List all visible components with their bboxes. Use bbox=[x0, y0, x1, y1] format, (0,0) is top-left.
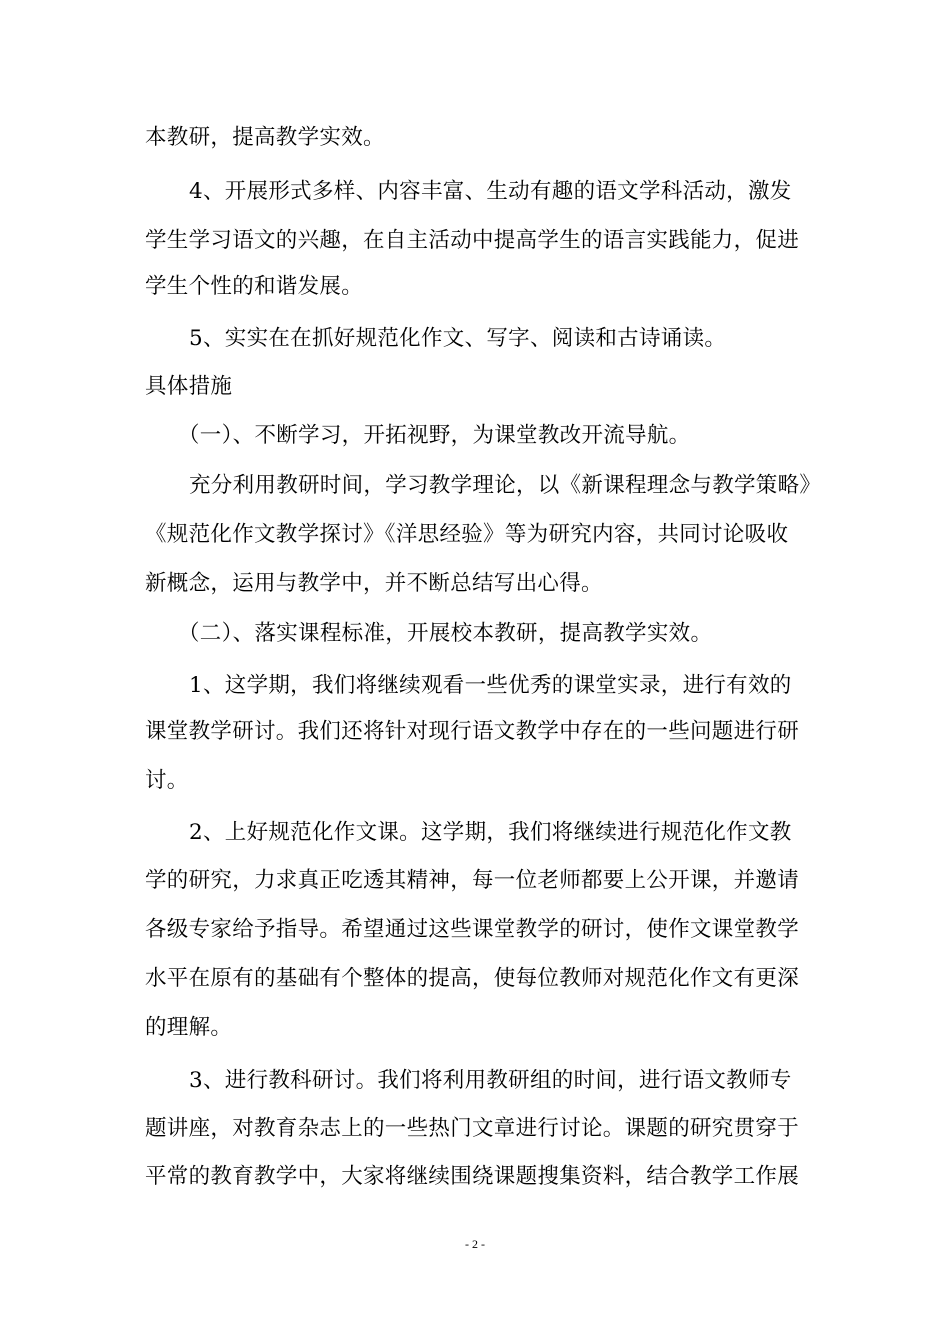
subsection-heading: （一）、不断学习，开拓视野，为课堂教改开流导航。 bbox=[178, 423, 691, 448]
text-line: 新概念，运用与教学中，并不断总结写出心得。 bbox=[145, 571, 603, 596]
text-line: 讨。 bbox=[145, 768, 189, 793]
text-line: 4、开展形式多样、内容丰富、生动有趣的语文学科活动，激发 bbox=[189, 179, 792, 204]
text-line: 学生个性的和谐发展。 bbox=[145, 274, 364, 299]
page-number: - 2 - bbox=[465, 1237, 485, 1251]
text-line: 学生学习语文的兴趣，在自主活动中提高学生的语言实践能力，促进 bbox=[145, 228, 800, 253]
text-line: 课堂教学研讨。我们还将针对现行语文教学中存在的一些问题进行研 bbox=[145, 719, 800, 744]
subsection-heading: （二）、落实课程标准，开展校本教研，提高教学实效。 bbox=[178, 621, 713, 646]
text-line: 2、上好规范化作文课。这学期，我们将继续进行规范化作文教 bbox=[189, 820, 792, 845]
text-line: 水平在原有的基础有个整体的提高，使每位教师对规范化作文有更深 bbox=[145, 966, 800, 991]
text-line: 题讲座，对教育杂志上的一些热门文章进行讨论。课题的研究贯穿于 bbox=[145, 1116, 800, 1141]
text-line: 本教研，提高教学实效。 bbox=[145, 125, 385, 150]
text-line: 平常的教育教学中，大家将继续围绕课题搜集资料，结合教学工作展 bbox=[145, 1164, 800, 1189]
text-line: 3、进行教科研讨。我们将利用教研组的时间，进行语文教师专 bbox=[189, 1068, 792, 1093]
text-line: 《规范化作文教学探讨》《洋思经验》等为研究内容，共同讨论吸收 bbox=[145, 522, 789, 547]
text-line: 充分利用教研时间，学习教学理论，以《新课程理念与教学策略》 bbox=[189, 473, 822, 498]
section-heading: 具体措施 bbox=[145, 374, 233, 399]
text-line: 的理解。 bbox=[145, 1015, 233, 1040]
text-line: 1、这学期，我们将继续观看一些优秀的课堂实录，进行有效的 bbox=[189, 673, 792, 698]
text-line: 5、实实在在抓好规范化作文、写字、阅读和古诗诵读。 bbox=[189, 326, 727, 351]
text-line: 学的研究，力求真正吃透其精神，每一位老师都要上公开课，并邀请 bbox=[145, 868, 800, 893]
text-line: 各级专家给予指导。希望通过这些课堂教学的研讨，使作文课堂教学 bbox=[145, 917, 800, 942]
